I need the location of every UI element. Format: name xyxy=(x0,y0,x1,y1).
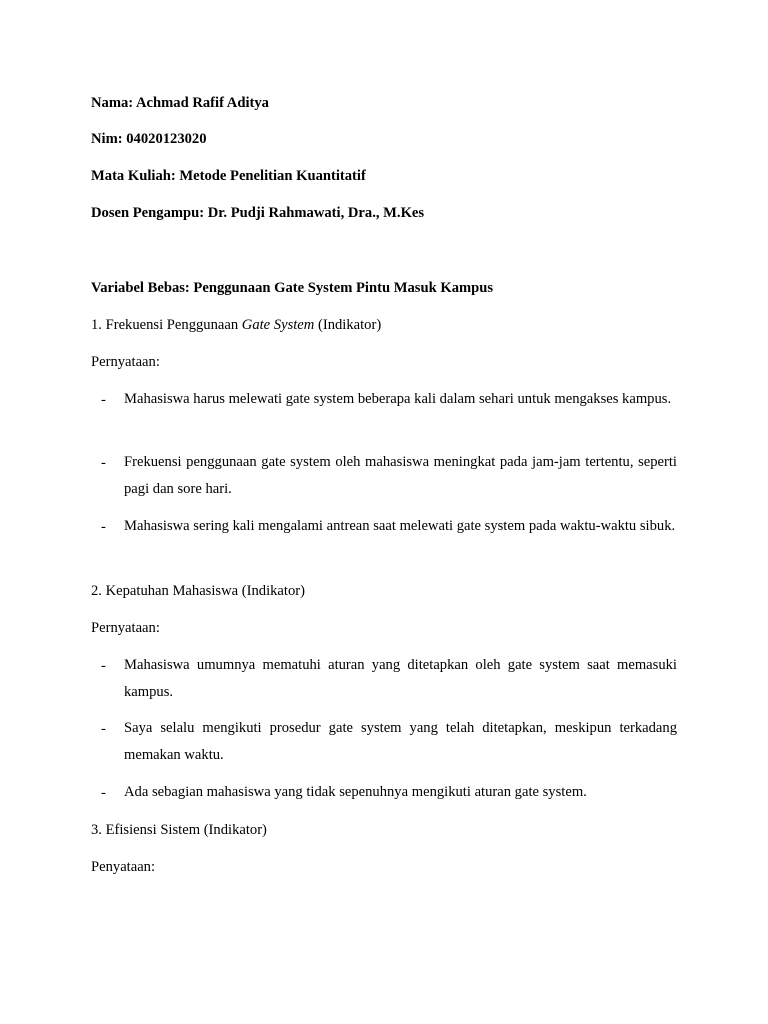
indicator-2-statement-3: Ada sebagian mahasiswa yang tidak sepenuhnya mengikuti aturan gate system. xyxy=(124,784,587,800)
bullet-dash: - xyxy=(101,392,106,408)
lecturer-name: Dosen Pengampu: Dr. Pudji Rahmawati, Dra., M.Kes xyxy=(91,205,425,221)
indicator-1-prefix: 1. Frekuensi Penggunaan xyxy=(91,317,242,333)
bullet-dash: - xyxy=(101,785,106,801)
indicator-1-italic: Gate System xyxy=(241,317,315,333)
course-name: Mata Kuliah: Metode Penelitian Kuantitatif xyxy=(91,168,366,184)
indicator-2-label: Pernyataan: xyxy=(91,620,160,636)
variable-title: Variabel Bebas: Penggunaan Gate System Pintu Masuk Kampus xyxy=(91,280,494,296)
indicator-1-label: Pernyataan: xyxy=(91,354,160,370)
bullet-dash: - xyxy=(101,658,106,674)
indicator-1-statement-1: Mahasiswa harus melewati gate system beberapa kali dalam sehari untuk mengakses kampus. xyxy=(124,391,672,407)
indicator-3-heading: 3. Efisiensi Sistem (Indikator) xyxy=(91,822,267,838)
bullet-dash: - xyxy=(101,721,106,737)
bullet-dash: - xyxy=(101,519,106,535)
indicator-1-statement-3: Mahasiswa sering kali mengalami antrean saat melewati gate system pada waktu-waktu sibuk. xyxy=(124,518,676,534)
student-nim: Nim: 04020123020 xyxy=(91,131,207,147)
student-name: Nama: Achmad Rafif Aditya xyxy=(91,95,269,111)
indicator-2-statement-1: Mahasiswa umumnya mematuhi aturan yang ditetapkan oleh gate system saat memasuki kampus. xyxy=(124,657,677,700)
bullet-dash: - xyxy=(101,455,106,471)
indicator-2-statement-2: Saya selalu mengikuti prosedur gate system yang telah ditetapkan, meskipun terkadang memakan waktu. xyxy=(124,720,677,763)
indicator-1-suffix: (Indikator) xyxy=(314,317,382,333)
indicator-3-label: Penyataan: xyxy=(91,859,156,875)
indicator-1-heading xyxy=(91,316,381,334)
indicator-1-statement-2: Frekuensi penggunaan gate system oleh mahasiswa meningkat pada jam-jam tertentu, seperti pagi dan sore hari. xyxy=(124,454,677,497)
indicator-2-heading: 2. Kepatuhan Mahasiswa (Indikator) xyxy=(91,583,305,599)
